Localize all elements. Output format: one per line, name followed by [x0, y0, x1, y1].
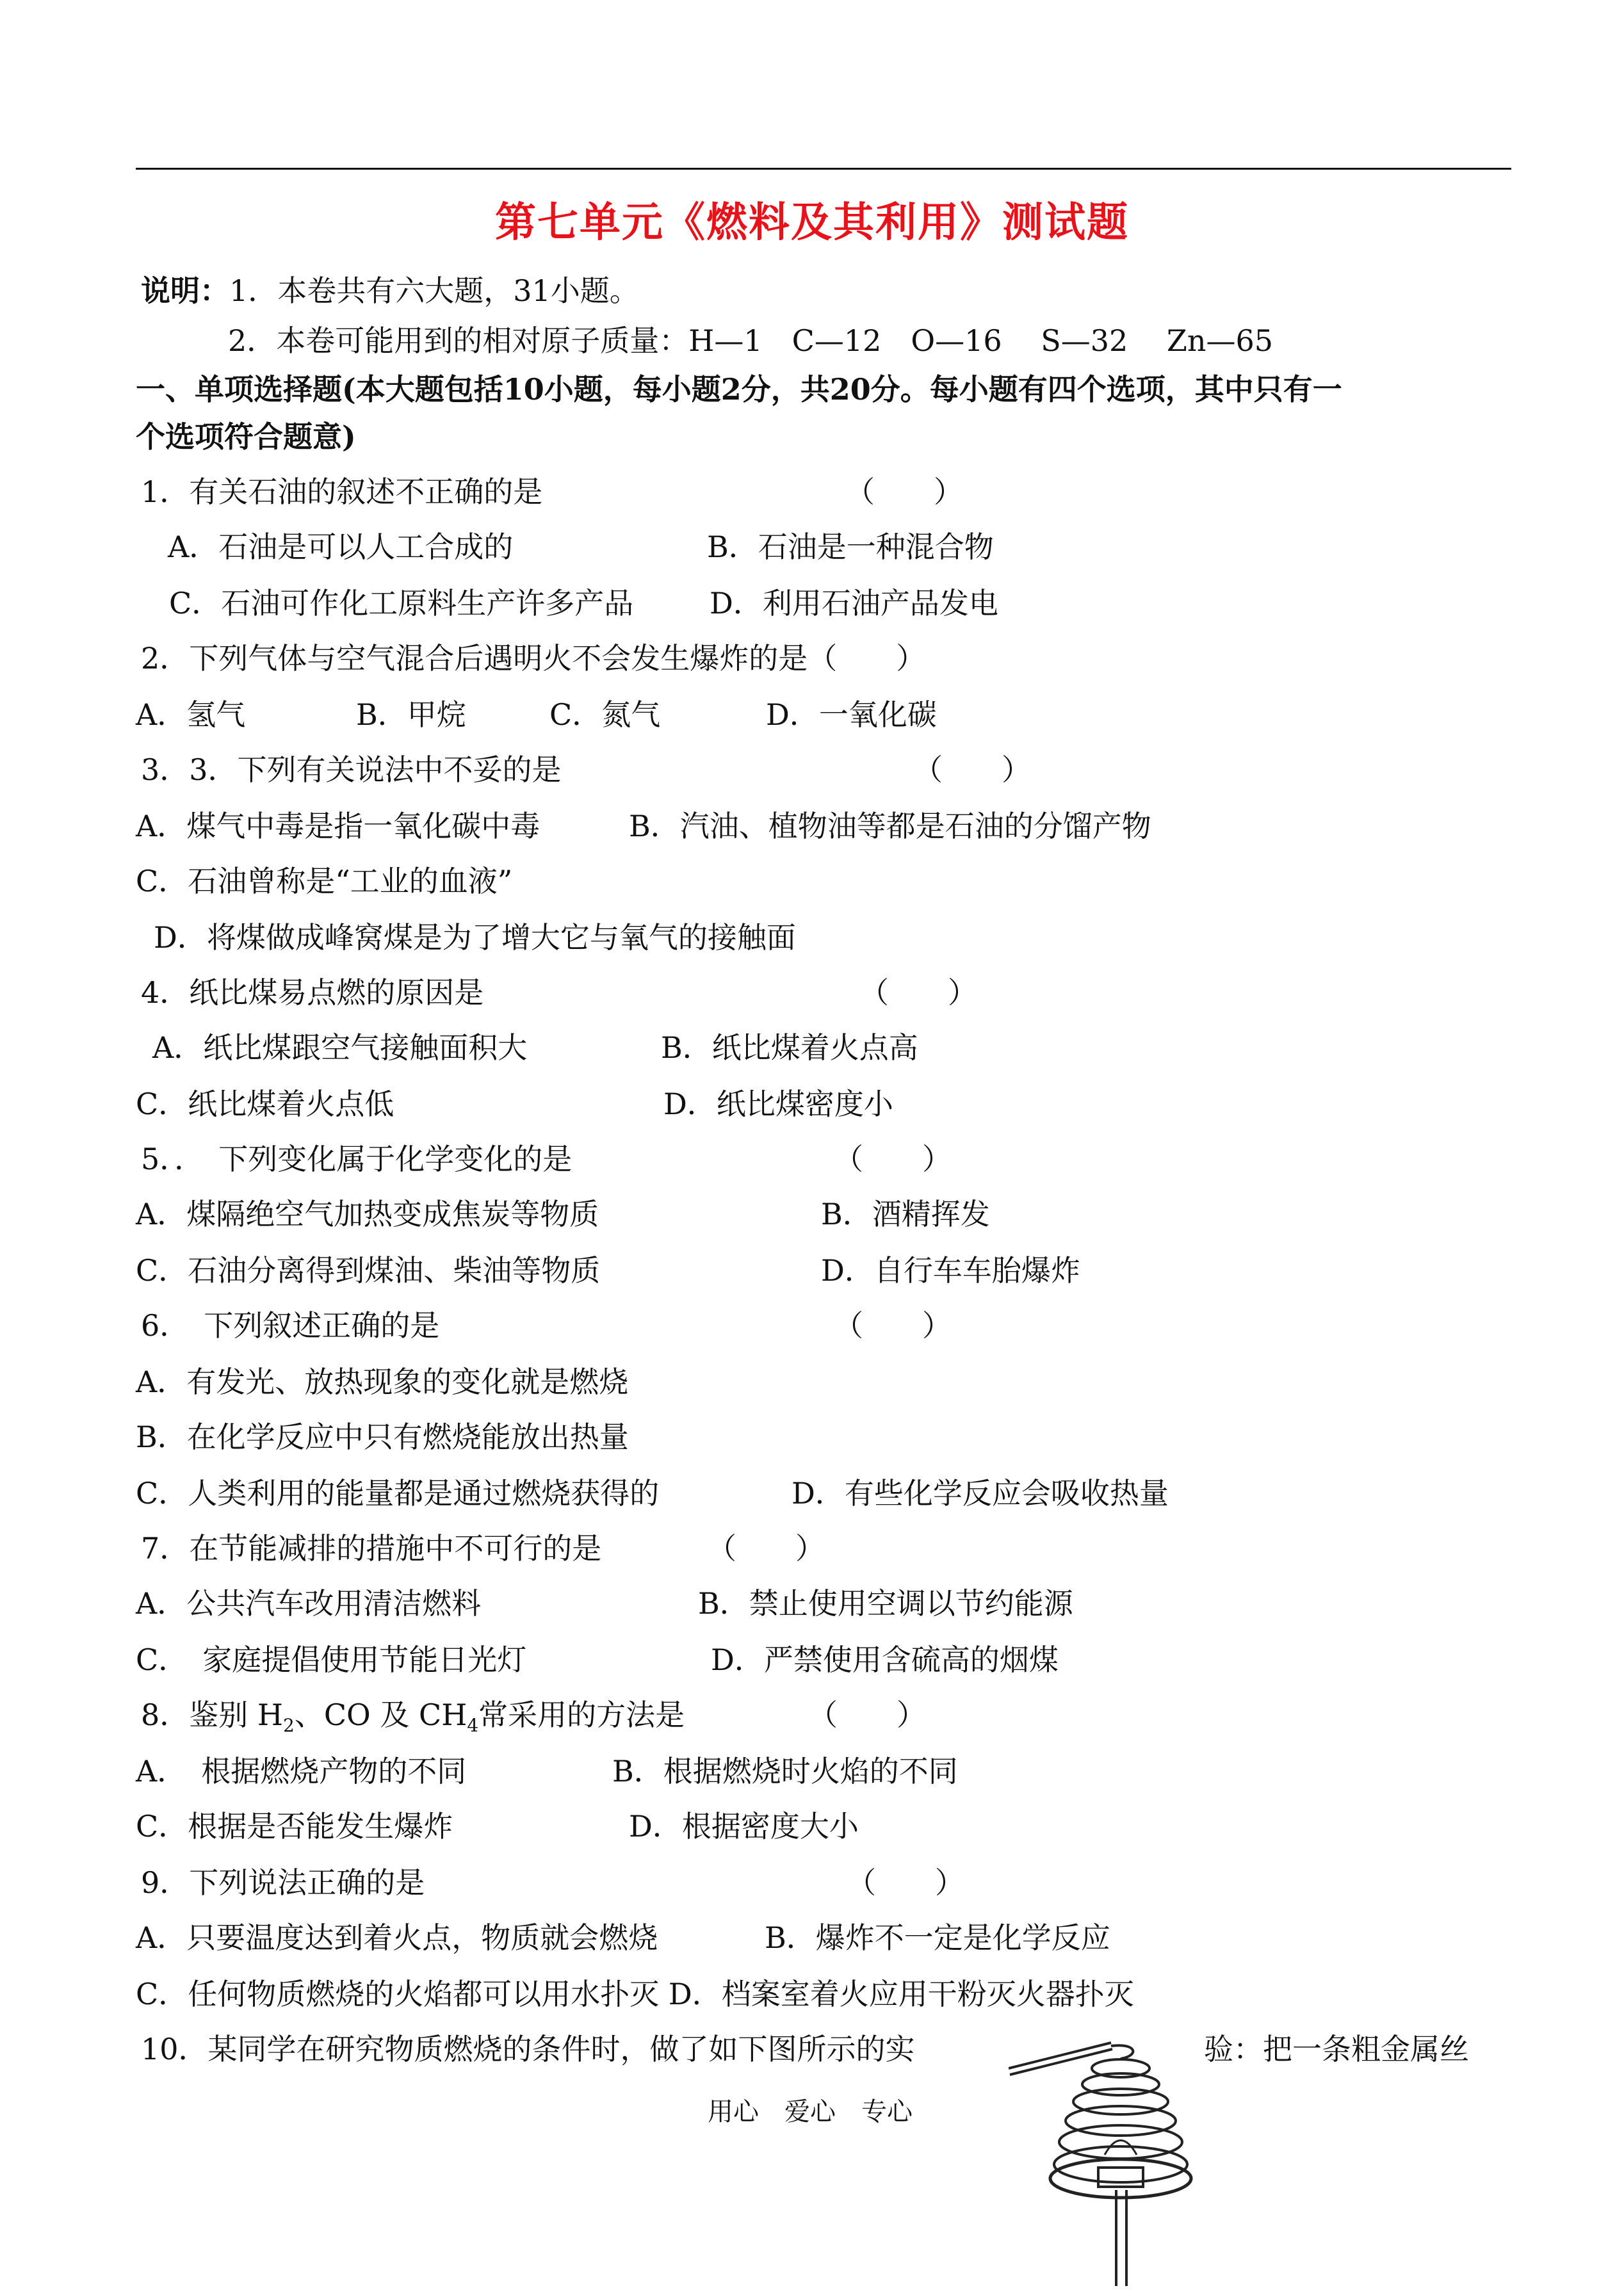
q4-stem: 4．纸比煤易点燃的原因是	[141, 975, 484, 1010]
q1-option-c: C．石油可作化工原料生产许多产品	[169, 586, 634, 620]
q8-option-d: D．根据密度大小	[629, 1809, 859, 1844]
q4-option-b: B．纸比煤着火点高	[661, 1030, 918, 1065]
q1-answer-paren: （ ）	[845, 474, 963, 509]
q9-answer-paren: （ ）	[847, 1865, 964, 1900]
q3-option-d: D．将煤做成峰窝煤是为了增大它与氧气的接触面	[154, 920, 796, 955]
section1-heading-cont: 个选项符合题意)	[136, 419, 356, 454]
q8-stem-post: 常采用的方法是	[478, 1698, 685, 1732]
q9-stem: 9．下列说法正确的是	[141, 1865, 425, 1900]
notes-line-1	[141, 272, 639, 310]
q5-option-b: B．酒精挥发	[821, 1197, 990, 1231]
q3-option-b: B．汽油、植物油等都是石油的分馏产物	[629, 809, 1151, 843]
q8-subscript-2: 2	[283, 1715, 295, 1737]
q4-answer-paren: （ ）	[859, 975, 977, 1010]
q5-stem: 5．． 下列变化属于化学变化的是	[141, 1142, 572, 1176]
q4-option-d: D．纸比煤密度小	[663, 1087, 893, 1121]
q5-answer-paren: （ ）	[834, 1142, 952, 1176]
q7-option-d: D．严禁使用含硫高的烟煤	[711, 1642, 1059, 1677]
q5-option-a: A．煤隔绝空气加热变成焦炭等物质	[136, 1197, 599, 1231]
q4-option-a: A．纸比煤跟空气接触面积大	[152, 1030, 528, 1065]
q9-option-cd: C．任何物质燃烧的火焰都可以用水扑灭 D．档案室着火应用干粉灭火器扑灭	[136, 1977, 1134, 2011]
q6-option-d: D．有些化学反应会吸收热量	[792, 1476, 1169, 1511]
q10-stem: 10．某同学在研究物质燃烧的条件时，做了如下图所示的实	[141, 2032, 915, 2066]
q3-stem: 3．3．下列有关说法中不妥的是	[141, 752, 562, 787]
q5-option-c: C．石油分离得到煤油、柴油等物质	[136, 1253, 601, 1288]
q8-option-a: A． 根据燃烧产物的不同	[136, 1754, 467, 1788]
q9-option-b: B．爆炸不一定是化学反应	[765, 1920, 1110, 1955]
q2-option-c: C．氮气	[549, 697, 661, 732]
q3-option-c: C．石油曾称是“工业的血液”	[136, 864, 513, 898]
q8-answer-paren: （ ）	[808, 1698, 926, 1732]
page-title: 第七单元《燃料及其利用》测试题	[495, 199, 1129, 247]
q4-option-c: C．纸比煤着火点低	[136, 1087, 394, 1121]
q2-stem: 2．下列气体与空气混合后遇明火不会发生爆炸的是（ ）	[141, 641, 926, 676]
q7-answer-paren: （ ）	[707, 1531, 825, 1566]
q3-answer-paren: （ ）	[913, 752, 1031, 787]
q2-option-d: D．一氧化碳	[766, 697, 937, 732]
header-rule	[136, 168, 1511, 170]
q6-stem: 6． 下列叙述正确的是	[141, 1308, 440, 1343]
q8-option-c: C．根据是否能发生爆炸	[136, 1809, 453, 1844]
q5-option-d: D．自行车车胎爆炸	[821, 1253, 1080, 1288]
q1-option-b: B．石油是一种混合物	[707, 530, 994, 564]
notes-text-1: 1．本卷共有六大题，31小题。	[229, 273, 639, 308]
q10-stem-continued: 验：把一条粗金属丝	[1204, 2032, 1469, 2066]
notes-label: 说明：	[141, 273, 229, 308]
q2-option-a: A．氢气	[136, 697, 246, 732]
notes-line-2: 2．本卷可能用到的相对原子质量：H—1 C—12 O—16 S—32 Zn—65	[228, 323, 1274, 358]
q8-stem	[141, 1696, 685, 1737]
q8-subscript-4: 4	[467, 1715, 479, 1737]
q1-option-a: A．石油是可以人工合成的	[168, 530, 514, 564]
q6-option-b: B．在化学反应中只有燃烧能放出热量	[136, 1420, 629, 1454]
metal-coil-candle-illustration	[1009, 2030, 1220, 2286]
q8-option-b: B．根据燃烧时火焰的不同	[612, 1754, 958, 1788]
q7-option-b: B．禁止使用空调以节约能源	[698, 1586, 1073, 1621]
q6-option-c: C．人类利用的能量都是通过燃烧获得的	[136, 1476, 660, 1511]
page-footer: 用心 爱心 专心	[708, 2097, 913, 2127]
q8-stem-pre: 8．鉴别 H	[141, 1698, 284, 1732]
q9-option-a: A．只要温度达到着火点，物质就会燃烧	[136, 1920, 658, 1955]
q6-answer-paren: （ ）	[834, 1308, 952, 1343]
section1-heading: 一、单项选择题(本大题包括10小题，每小题2分，共20分。每小题有四个选项，其中只有一	[136, 372, 1342, 407]
q7-stem: 7．在节能减排的措施中不可行的是	[141, 1531, 602, 1566]
q2-option-b: B．甲烷	[356, 697, 466, 732]
q7-option-a: A．公共汽车改用清洁燃料	[136, 1586, 482, 1621]
q1-option-d: D．利用石油产品发电	[710, 586, 998, 620]
q1-stem: 1．有关石油的叙述不正确的是	[141, 474, 543, 509]
q3-option-a: A．煤气中毒是指一氧化碳中毒	[136, 809, 540, 843]
q7-option-c: C． 家庭提倡使用节能日光灯	[136, 1642, 527, 1677]
q8-stem-mid: 、CO 及 CH	[294, 1698, 467, 1732]
q6-option-a: A．有发光、放热现象的变化就是燃烧	[136, 1365, 629, 1399]
